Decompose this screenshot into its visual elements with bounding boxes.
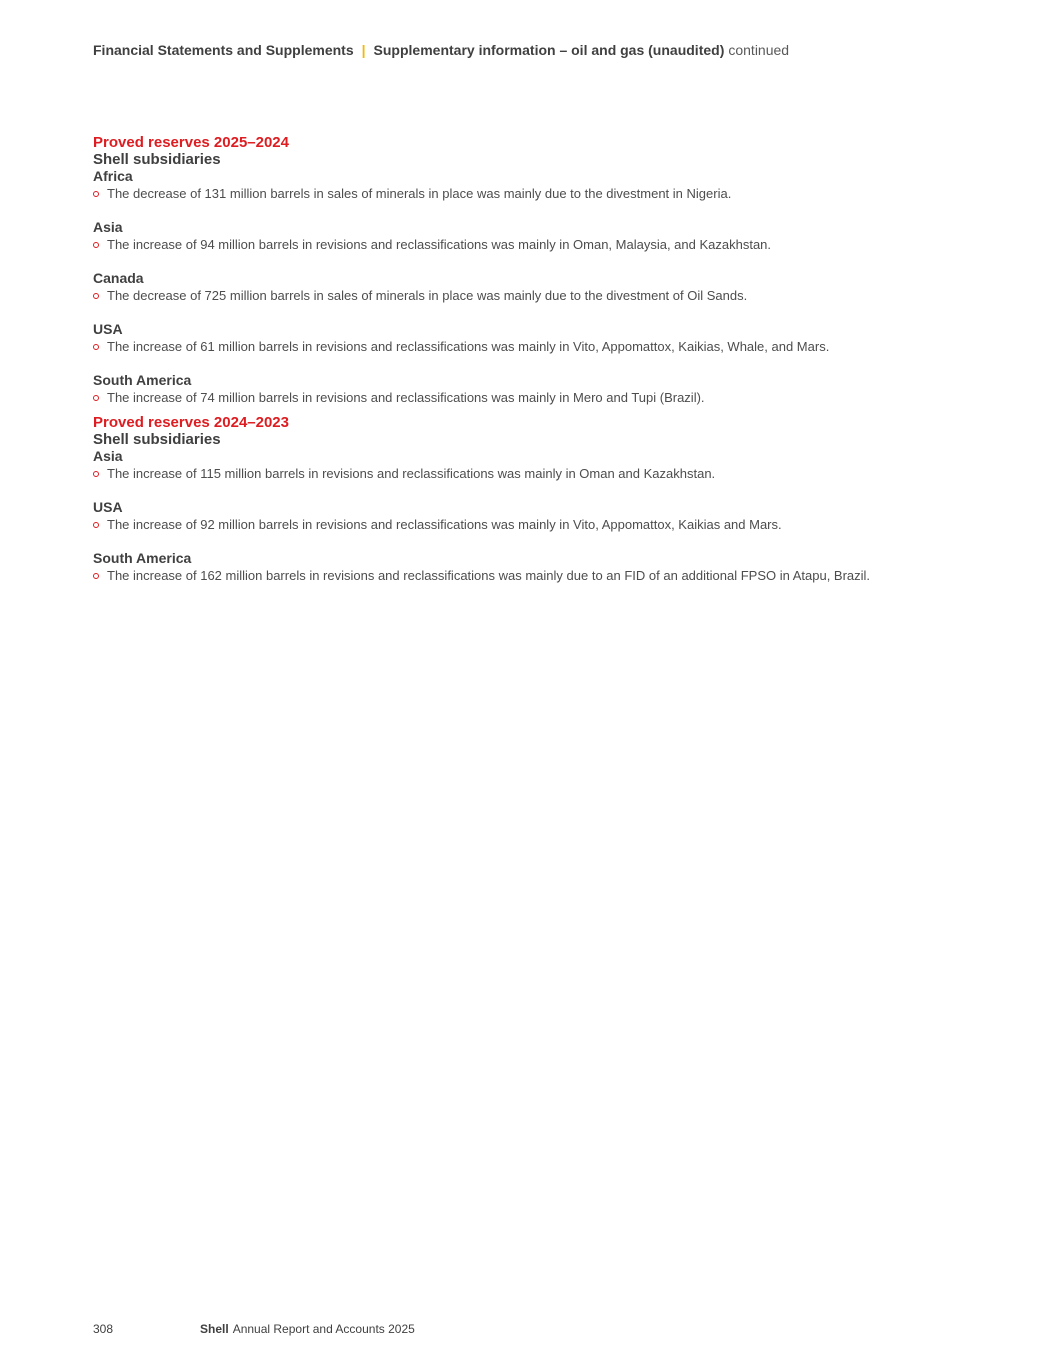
region-name: Canada [93,270,144,286]
header-separator: | [361,42,366,58]
region-usa [93,499,973,533]
list-item [93,389,973,406]
section-title: Proved reserves 2025–2024 [93,134,289,151]
bullet-text: The increase of 162 million barrels in revisions and reclassifications was mainly due to an FID of an additional FPSO in Atapu, Brazil. [107,568,871,583]
page-header [93,42,789,58]
bullet-text: The increase of 115 million barrels in revisions and reclassifications was mainly in Oman and Kazakhstan. [107,466,716,481]
bullet-circle-icon [93,471,99,477]
section-title: Proved reserves 2024–2023 [93,414,289,431]
section-proved-reserves-2025-2024 [93,134,973,406]
section-subtitle: Shell subsidiaries [93,431,221,448]
header-title: Supplementary information – oil and gas (unaudited) [373,42,725,58]
bullet-text: The increase of 92 million barrels in revisions and reclassifications was mainly in Vito, Appomattox, Kaikias and Mars. [107,517,782,532]
brand-name: Shell [200,1322,229,1336]
region-canada [93,270,973,304]
bullet-text: The decrease of 131 million barrels in sales of minerals in place was mainly due to the divestment in Nigeria. [107,186,732,201]
bullet-circle-icon [93,395,99,401]
region-name: Asia [93,219,123,235]
bullet-circle-icon [93,344,99,350]
list-item [93,185,973,202]
bullet-text: The decrease of 725 million barrels in sales of minerals in place was mainly due to the divestment of Oil Sands. [107,288,748,303]
section-proved-reserves-2024-2023 [93,414,973,584]
bullet-text: The increase of 94 million barrels in revisions and reclassifications was mainly in Oman, Malaysia, and Kazakhstan. [107,237,772,252]
section-subtitle: Shell subsidiaries [93,151,221,168]
region-name: Asia [93,448,123,464]
bullet-text: The increase of 61 million barrels in revisions and reclassifications was mainly in Vito, Appomattox, Kaikias, Whale, and Mars. [107,339,830,354]
region-south-america [93,550,973,584]
list-item [93,567,973,584]
bullet-circle-icon [93,522,99,528]
list-item [93,287,973,304]
list-item [93,338,973,355]
bullet-circle-icon [93,242,99,248]
report-title: Annual Report and Accounts 2025 [232,1322,415,1336]
region-name: Africa [93,168,133,184]
region-asia [93,219,973,253]
page-number: 308 [93,1322,114,1336]
footer-brand [200,1322,415,1336]
region-name: USA [93,499,123,515]
region-south-america [93,372,973,406]
list-item [93,236,973,253]
list-item [93,465,973,482]
region-usa [93,321,973,355]
header-section: Financial Statements and Supplements [93,42,354,58]
region-asia [93,448,973,482]
bullet-circle-icon [93,573,99,579]
list-item [93,516,973,533]
region-name: South America [93,372,192,388]
bullet-circle-icon [93,191,99,197]
main-content [93,134,973,601]
region-name: South America [93,550,192,566]
region-africa [93,168,973,202]
bullet-circle-icon [93,293,99,299]
region-name: USA [93,321,123,337]
header-suffix: continued [728,42,790,58]
bullet-text: The increase of 74 million barrels in revisions and reclassifications was mainly in Mero and Tupi (Brazil). [107,390,705,405]
